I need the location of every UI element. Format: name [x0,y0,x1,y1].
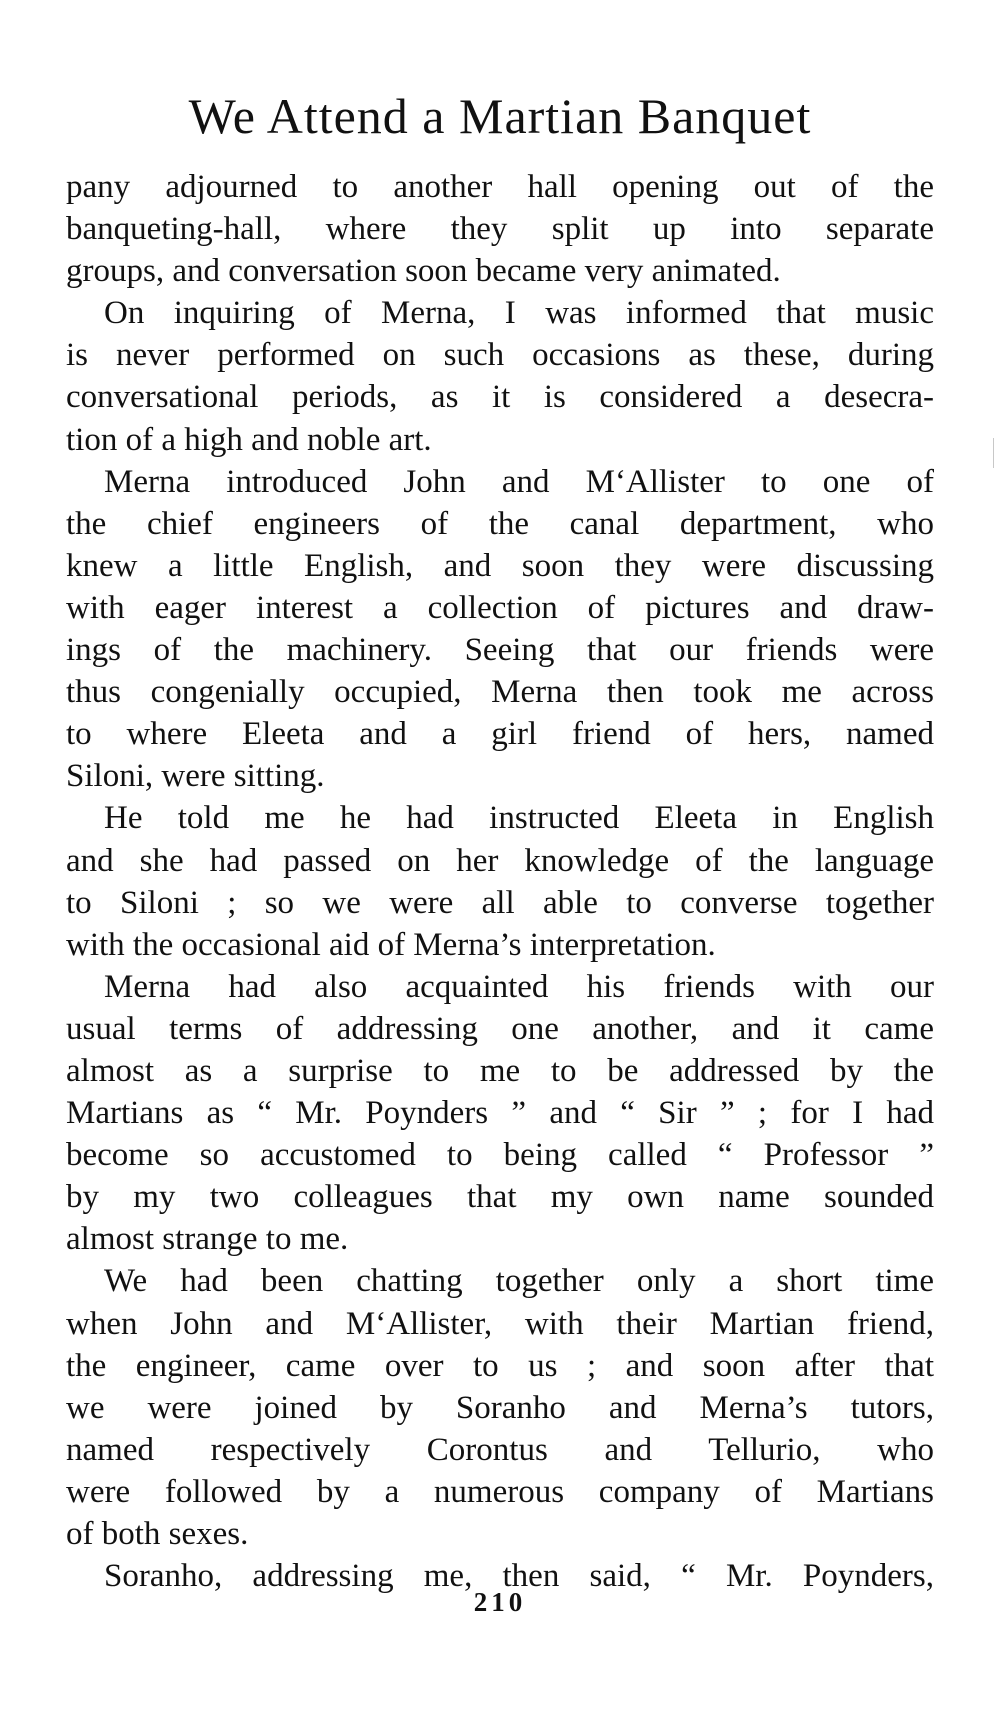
text-line: almost as a surprise to me to be addressed by the [66,1052,934,1089]
paragraph [66,166,934,292]
text-line: the chief engineers of the canal department, who [66,505,934,542]
page-number: 210 [473,1587,527,1617]
text-line: We had been chatting together only a short time [104,1263,934,1300]
text-line: of both sexes. [66,1516,249,1552]
paragraph [66,1260,934,1555]
text-line: Martians as “ Mr. Poynders ” and “ Sir ” ; for I had [66,1095,934,1132]
text-line: banqueting-hall, where they split up into separate [66,211,934,248]
paragraph [66,966,934,1261]
text-line: Merna had also acquainted his friends with our [104,968,934,1005]
text-line: usual terms of addressing one another, and it came [66,1010,934,1047]
paragraph [66,461,934,798]
text-line: On inquiring of Merna, I was informed that music [104,295,934,332]
text-line: is never performed on such occasions as these, during [66,337,934,374]
text-line: to Siloni ; so we were all able to converse together [66,884,934,921]
paragraph [66,292,934,460]
text-line: were followed by a numerous company of Martians [66,1473,934,1510]
text-line: with the occasional aid of Merna’s interpretation. [66,926,716,963]
text-line: named respectively Corontus and Tellurio, who [66,1431,934,1468]
text-line: Siloni, were sitting. [66,758,325,795]
text-line: to where Eleeta and a girl friend of hers, named [66,716,934,753]
text-line: He told me he had instructed Eleeta in English [104,800,934,837]
text-line: Merna introduced John and M‘Allister to one of [104,463,934,500]
text-line: and she had passed on her knowledge of the language [66,842,934,879]
text-line: become so accustomed to being called “ Professor ” [66,1137,934,1174]
text-line: thus congenially occupied, Merna then took me across [66,674,934,711]
text-line: Soranho, addressing me, then said, “ Mr. Poynders, [104,1558,934,1595]
text-line: almost strange to me. [66,1221,349,1258]
text-line: groups, and conversation soon became very animated. [66,253,781,290]
page-edge-mark [993,438,994,468]
body-text [66,166,934,1597]
running-head: We Attend a Martian Banquet [188,88,812,144]
text-line: when John and M‘Allister, with their Martian friend, [66,1305,934,1342]
text-line: conversational periods, as it is considered a desecra- [66,379,934,416]
text-line: we were joined by Soranho and Merna’s tutors, [66,1389,934,1426]
text-line: with eager interest a collection of pictures and draw- [66,589,934,626]
text-line: pany adjourned to another hall opening out of the [66,169,934,205]
text-line: by my two colleagues that my own name sounded [66,1179,934,1216]
text-line: knew a little English, and soon they were discussing [66,547,934,584]
paragraph [66,797,934,965]
text-line: tion of a high and noble art. [66,421,432,458]
text-line: the engineer, came over to us ; and soon after that [66,1347,934,1384]
text-line: ings of the machinery. Seeing that our friends were [66,632,934,669]
